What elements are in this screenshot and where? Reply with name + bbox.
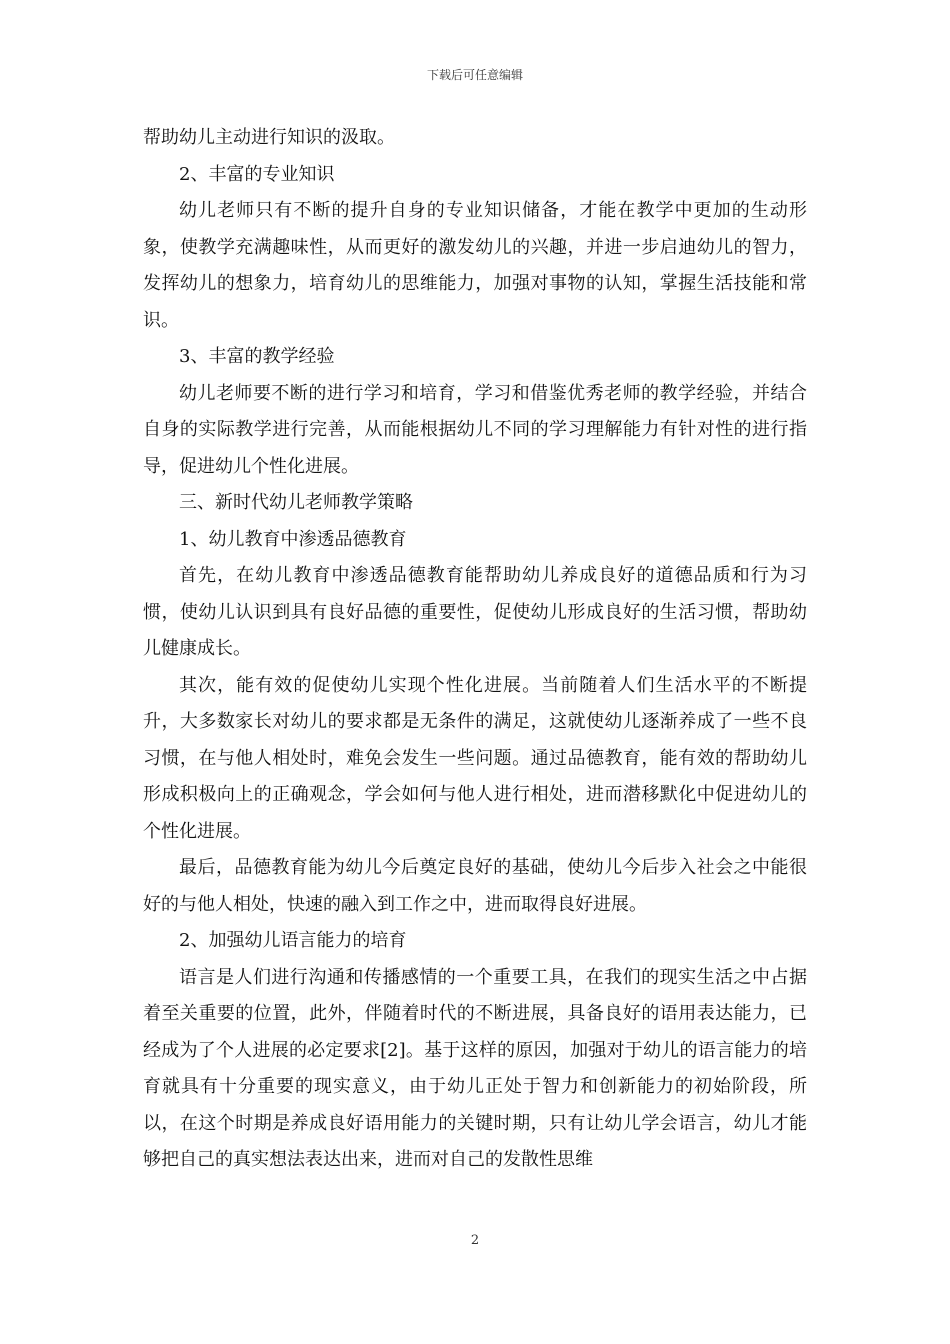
document-body	[143, 120, 807, 1179]
paragraph: 首先，在幼儿教育中渗透品德教育能帮助幼儿养成良好的道德品质和行为习惯，使幼儿认识到具有良好品德的重要性，促使幼儿形成良好的生活习惯，帮助幼儿健康成长。	[143, 565, 807, 659]
paragraph: 幼儿老师只有不断的提升自身的专业知识储备，才能在教学中更加的生动形象，使教学充满趣味性，从而更好的激发幼儿的兴趣，并进一步启迪幼儿的智力，发挥幼儿的想象力，培育幼儿的思维能力，加强对事物的认知，掌握生活技能和常识。	[143, 200, 807, 331]
page-number: 2	[470, 1233, 480, 1248]
paragraph: 幼儿老师要不断的进行学习和培育，学习和借鉴优秀老师的教学经验，并结合自身的实际教学进行完善，从而能根据幼儿不同的学习理解能力有针对性的进行指导，促进幼儿个性化进展。	[143, 382, 807, 477]
paragraph: 语言是人们进行沟通和传播感情的一个重要工具，在我们的现实生活之中占据着至关重要的位置，此外，伴随着时代的不断进展，具备良好的语用表达能力，已经成为了个人进展的必定要求[2]。基于这样的原因，加强对于幼儿的语言能力的培育就具有十分重要的现实意义，由于幼儿正处于智力和创新能力的初始阶段，所以，在这个时期是养成良好语用能力的关键时期，只有让幼儿学会语言，幼儿才能够把自己的真实想法表达出来，进而对自己的发散性思维	[143, 966, 807, 1170]
paragraph: 帮助幼儿主动进行知识的汲取。	[143, 127, 395, 148]
chapter-heading: 三、新时代幼儿老师教学策略	[179, 492, 413, 513]
paragraph: 最后，品德教育能为幼儿今后奠定良好的基础，使幼儿今后步入社会之中能很好的与他人相处，快速的融入到工作之中，进而取得良好进展。	[143, 857, 807, 915]
page-header: 下载后可任意编辑	[426, 68, 523, 82]
section-heading: 2、加强幼儿语言能力的培育	[179, 930, 407, 951]
section-heading: 1、幼儿教育中渗透品德教育	[179, 528, 407, 550]
paragraph: 其次，能有效的促使幼儿实现个性化进展。当前随着人们生活水平的不断提升，大多数家长对幼儿的要求都是无条件的满足，这就使幼儿逐渐养成了一些不良习惯，在与他人相处时，难免会发生一些问题。通过品德教育，能有效的帮助幼儿形成积极向上的正确观念，学会如何与他人进行相处，进而潜移默化中促进幼儿的个性化进展。	[143, 674, 807, 842]
section-heading: 2、丰富的专业知识	[179, 163, 335, 185]
section-heading: 3、丰富的教学经验	[179, 346, 335, 367]
